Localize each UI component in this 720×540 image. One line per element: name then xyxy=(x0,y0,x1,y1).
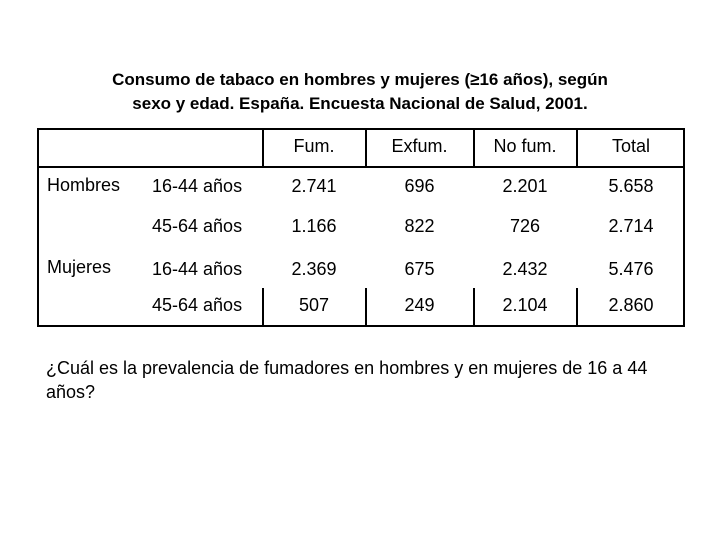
row-value: 1.166 xyxy=(291,216,337,236)
row-value: 822 xyxy=(404,216,435,236)
row-value: 726 xyxy=(509,216,541,236)
row-age: 45-64 años xyxy=(152,216,243,236)
row-value: 2.104 xyxy=(502,295,548,315)
header-nofum: No fum. xyxy=(493,136,557,156)
title-line-1: Consumo de tabaco en hombres y mujeres (≥16 años), según xyxy=(112,70,608,89)
row-age: 16-44 años xyxy=(152,259,243,279)
group-hombres: Hombres xyxy=(47,175,121,195)
header-divider xyxy=(37,166,685,168)
title-line-2: sexo y edad. España. Encuesta Nacional de Salud, 2001. xyxy=(132,94,588,113)
group-mujeres: Mujeres xyxy=(47,257,112,277)
header-fum: Fum. xyxy=(293,136,335,156)
row-value: 5.658 xyxy=(608,176,654,196)
header-exfum: Exfum. xyxy=(391,136,448,156)
row-value: 2.201 xyxy=(502,176,548,196)
row-value: 5.476 xyxy=(608,259,654,279)
slide-title xyxy=(40,68,680,116)
row-age: 16-44 años xyxy=(152,176,243,196)
row-value: 696 xyxy=(404,176,435,196)
question-text: ¿Cuál es la prevalencia de fumadores en hombres y en mujeres de 16 a 44 años? xyxy=(46,358,648,402)
row-value: 2.369 xyxy=(291,259,337,279)
row-value: 2.741 xyxy=(291,176,337,196)
row-value: 2.860 xyxy=(608,295,654,315)
row-age: 45-64 años xyxy=(152,295,243,315)
header-total: Total xyxy=(611,136,651,156)
row-value: 675 xyxy=(404,259,435,279)
row-value: 507 xyxy=(298,295,330,315)
row-value: 249 xyxy=(404,295,435,315)
row-value: 2.714 xyxy=(608,216,654,236)
row-value: 2.432 xyxy=(502,259,548,279)
